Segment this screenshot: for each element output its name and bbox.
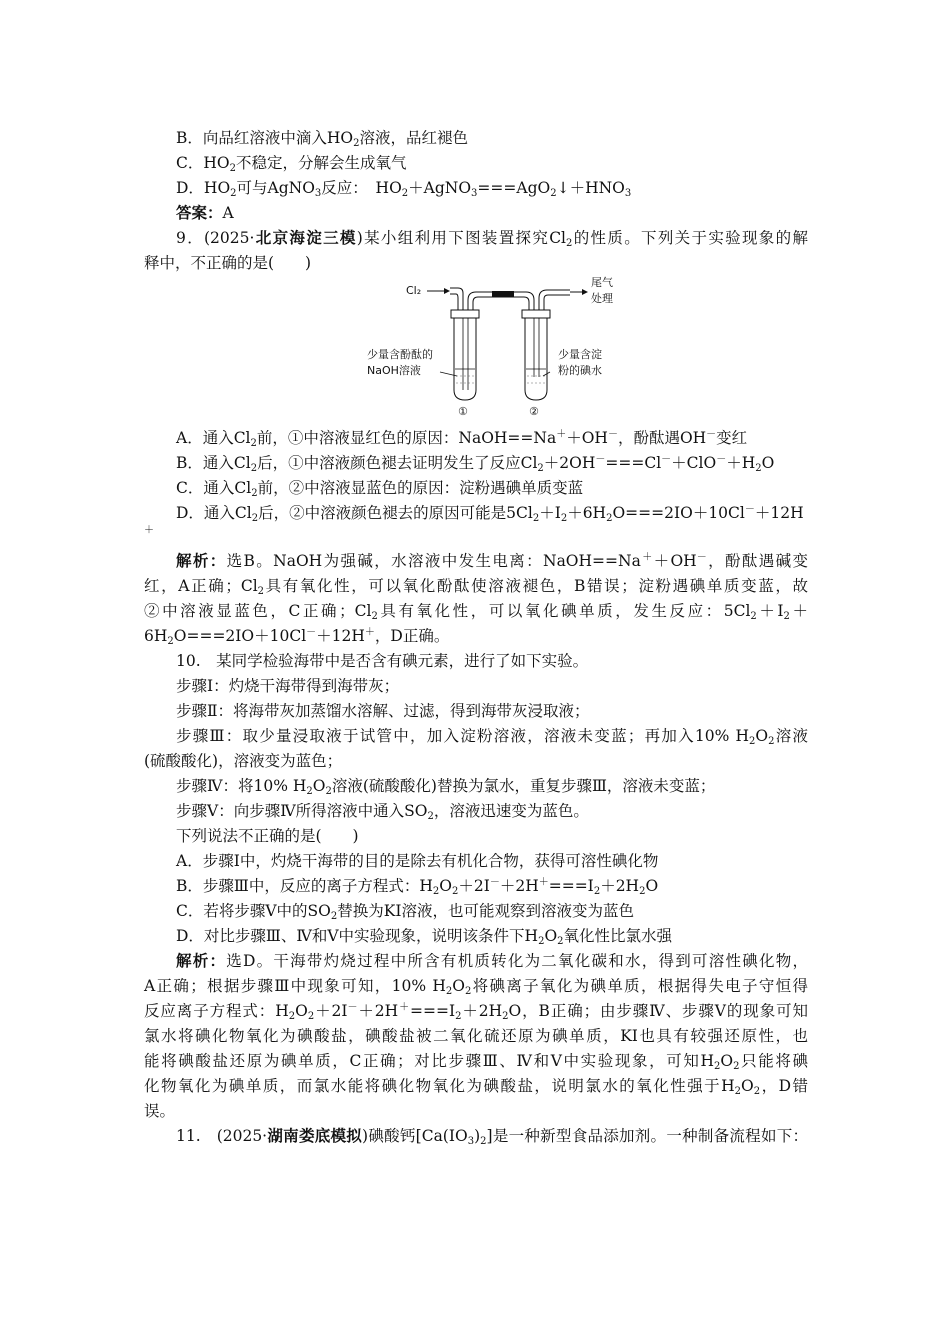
- tube2-number: ②: [529, 405, 539, 418]
- q9-option-b: B．通入$Cl_2$后，①中溶液颜色褪去证明发生了反应$Cl_2+2OH^-===Cl^-+ClO^-+H_2O$: [176, 454, 775, 474]
- cl2-label: Cl₂: [406, 284, 422, 297]
- q10-step-3: 步骤Ⅲ：取少量浸取液于试管中，加入淀粉溶液，溶液未变蓝；再加入10% $H_2O_2$溶液: [176, 727, 808, 747]
- q10-step-4: 步骤Ⅳ：将10% $H_2O_2$溶液(硫酸酸化)替换为氯水，重复步骤Ⅲ，溶液未变蓝；: [176, 777, 716, 797]
- q10-step-1: 步骤Ⅰ：灼烧干海带得到海带灰；: [176, 677, 400, 695]
- q10-analysis-line-7: 误。: [144, 1102, 176, 1120]
- tail-gas-label-1: 尾气: [591, 276, 613, 289]
- q9-option-a: A．通入$Cl_2$前，①中溶液显红色的原因：NaOH==Na＋＋OH－，酚酞遇OH－变红: [176, 429, 748, 449]
- question-10-stem: 10. 某同学检验海带中是否含有碘元素，进行了如下实验。: [176, 652, 589, 670]
- q10-analysis-line-2: A正确；根据步骤Ⅲ中现象可知，10% $H_2O_2$将碘离子氧化为碘单质，根据得失电子守恒得: [144, 977, 808, 997]
- q9-analysis-line-2: 红，A正确；$Cl_2$具有氧化性，可以氧化酚酞使溶液褪色，B错误；淀粉遇碘单质变蓝，故: [144, 577, 808, 597]
- option-c-line: C．$HO_2$不稳定，分解会生成氧气: [176, 154, 407, 174]
- q9-option-d-cont: ＋: [144, 525, 154, 536]
- tube1-number: ①: [458, 405, 468, 418]
- q10-analysis-line-4: 氯水将碘化物氧化为碘酸盐，碘酸盐被二氧化硫还原为碘单质，KI也具有较强还原性，也: [144, 1027, 808, 1045]
- tube2-label-2: 粉的碘水: [558, 364, 602, 377]
- answer-line: 答案：A: [176, 203, 234, 222]
- q9-option-c: C．通入$Cl_2$前，②中溶液显蓝色的原因：淀粉遇碘单质变蓝: [176, 479, 584, 499]
- option-d-line: D．$HO_2$可与AgNO$_3$反应： $HO_2+AgNO_3===AgO_2↓+HNO_3$: [176, 179, 632, 199]
- q10-analysis-line-3: 反应离子方程式：$H_2O_2+2I^-+2H^+===I_2+2H_2O$，B正确；由步骤Ⅳ、步骤Ⅴ的现象可知: [144, 1002, 808, 1022]
- question-9-stem-cont: 释中，不正确的是( ): [144, 254, 312, 272]
- q10-step-2: 步骤Ⅱ：将海带灰加蒸馏水溶解、过滤，得到海带灰浸取液；: [176, 702, 590, 720]
- q10-analysis-line-6: 化物氧化为碘单质，而氯水能将碘化物氧化为碘酸盐，说明氯水的氧化性强于$H_2O_2$，D错: [144, 1077, 808, 1097]
- q10-prompt: 下列说法不正确的是( ): [176, 827, 359, 845]
- q9-analysis-line-4: $6H_2O===2IO+10Cl^-+12H^+$，D正确。: [144, 627, 450, 647]
- q10-step-5: 步骤Ⅴ：向步骤Ⅳ所得溶液中通入$SO_2$，溶液迅速变为蓝色。: [176, 802, 589, 822]
- tube1-label-1: 少量含酚酞的: [367, 348, 433, 361]
- q9-analysis-line-1: 解析：选B。NaOH为强碱，水溶液中发生电离：NaOH==Na＋＋OH－，酚酞遇碱变: [176, 551, 808, 570]
- q9-analysis-line-3: ②中溶液显蓝色，C正确；$Cl_2$具有氧化性，可以氧化碘单质，发生反应：$5Cl_2+I_2+$: [144, 602, 808, 622]
- q10-step-3-cont: (硫酸酸化)，溶液变为蓝色；: [144, 752, 343, 770]
- option-b-line: B．向品红溶液中滴入$HO_2$溶液，品红褪色: [176, 129, 469, 149]
- q10-option-b: B．步骤Ⅲ中，反应的离子方程式：$H_2O_2+2I^-+2H^+===I_2+2H_2O$: [176, 877, 659, 897]
- apparatus-figure: [367, 272, 630, 420]
- q10-option-d: D．对比步骤Ⅲ、Ⅳ和Ⅴ中实验现象，说明该条件下$H_2O_2$氧化性比氯水强: [176, 927, 673, 947]
- question-9-stem: 9．(2025·北京海淀三模)某小组利用下图装置探究$Cl_2$的性质。下列关于实验现象的解: [176, 228, 808, 249]
- q10-analysis-line-1: 解析：选D。干海带灼烧过程中所含有机质转化为二氧化碳和水，得到可溶性碘化物，: [176, 951, 808, 970]
- tube2-label-1: 少量含淀: [558, 348, 602, 361]
- q10-option-a: A．步骤Ⅰ中，灼烧干海带的目的是除去有机化合物，获得可溶性碘化物: [176, 852, 659, 870]
- q10-option-c: C．若将步骤Ⅴ中的$SO_2$替换为KI溶液，也可能观察到溶液变为蓝色: [176, 902, 634, 922]
- question-11-stem: 11. (2025·湖南娄底模拟)碘酸钙$[Ca(IO_3)_2]$是一种新型食品添加剂。一种制备流程如下：: [176, 1126, 808, 1147]
- tube1-label-2: NaOH溶液: [367, 364, 421, 377]
- q9-option-d: D．通入$Cl_2$后，②中溶液颜色褪去的原因可能是$5Cl_2+I_2+6H_2O===2IO+10Cl^-+12H$: [176, 504, 804, 524]
- q10-analysis-line-5: 能将碘酸盐还原为碘单质，C正确；对比步骤Ⅲ、Ⅳ和Ⅴ中实验现象，可知$H_2O_2$只能将碘: [144, 1052, 808, 1072]
- tail-gas-label-2: 处理: [591, 292, 613, 305]
